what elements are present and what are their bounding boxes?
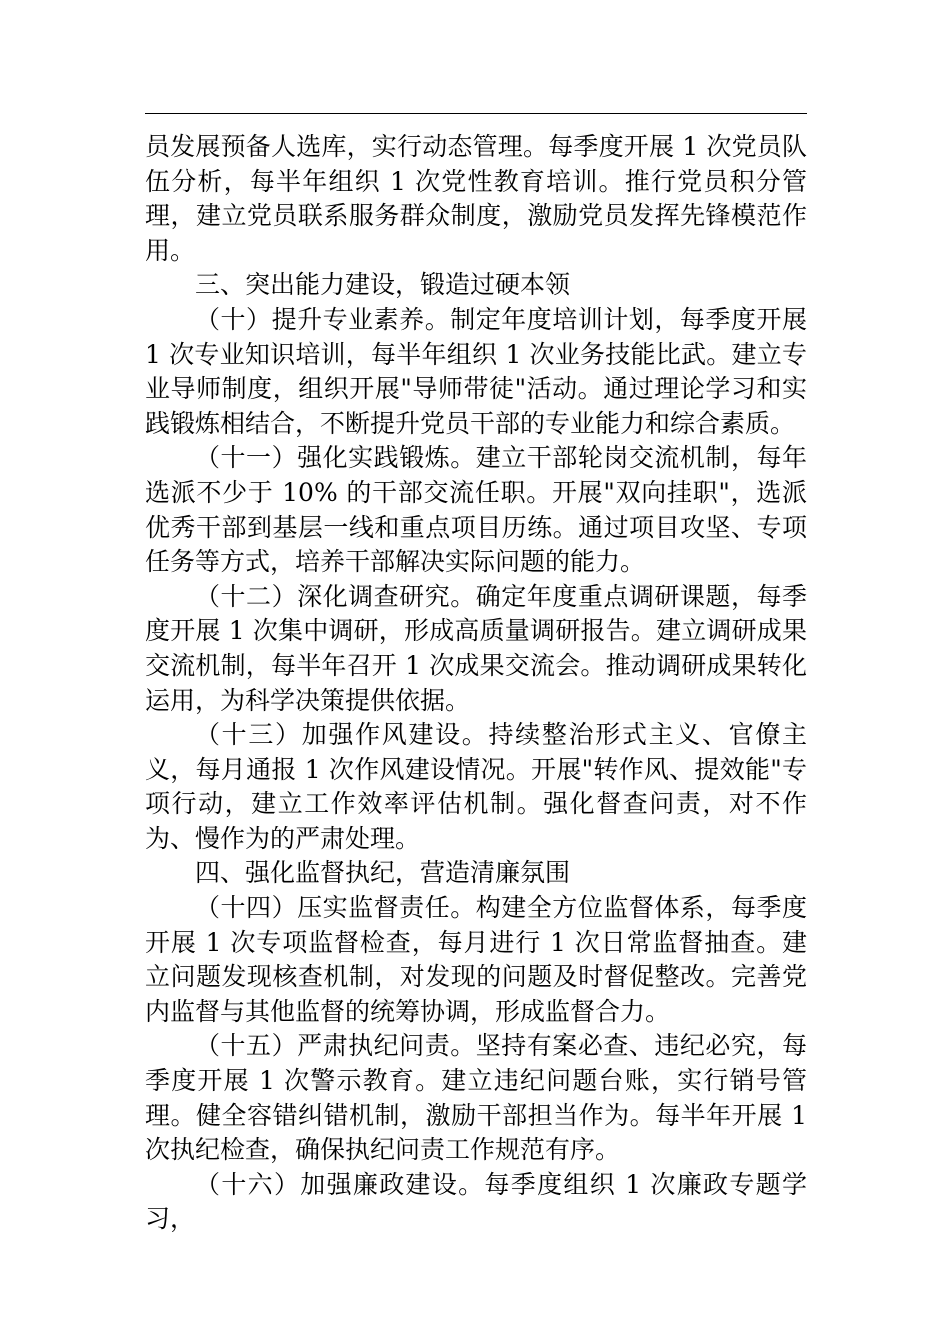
document-body (145, 130, 807, 1237)
paragraph-13: （十三）加强作风建设。持续整治形式主义、官僚主义，每月通报 1 次作风建设情况。开展"转作风、提效能"专项行动，建立工作效率评估机制。强化督查问责，对不作为、慢作为的严肃处理。 (145, 720, 807, 853)
paragraph-10: （十）提升专业素养。制定年度培训计划，每季度开展 1 次专业知识培训，每半年组织 1 次业务技能比武。建立专业导师制度，组织开展"导师带徒"活动。通过理论学习和实践锻炼相结合，不断提升党员干部的专业能力和综合素质。 (145, 304, 807, 438)
section-heading-3: 三、突出能力建设，锻造过硬本领 (195, 270, 571, 300)
paragraph-16: （十六）加强廉政建设。每季度组织 1 次廉政专题学习， (145, 1169, 807, 1234)
paragraph-12: （十二）深化调查研究。确定年度重点调研课题，每季度开展 1 次集中调研，形成高质量调研报告。建立调研成果交流机制，每半年召开 1 次成果交流会。推动调研成果转化运用，为科学决策提供依据。 (145, 581, 807, 715)
paragraph-11: （十一）强化实践锻炼。建立干部轮岗交流机制，每年选派不少于 10% 的干部交流任职。开展"双向挂职"，选派优秀干部到基层一线和重点项目历练。通过项目攻坚、专项任务等方式，培养干部解决实际问题的能力。 (145, 443, 807, 577)
section-heading-4: 四、强化监督执纪，营造清廉氛围 (195, 858, 571, 888)
paragraph-14: （十四）压实监督责任。构建全方位监督体系，每季度开展 1 次专项监督检查，每月进行 1 次日常监督抽查。建立问题发现核查机制，对发现的问题及时督促整改。完善党内监督与其他监督的统筹协调，形成监督合力。 (145, 893, 807, 1026)
paragraph-continuation: 员发展预备人选库，实行动态管理。每季度开展 1 次党员队伍分析，每半年组织 1 次党性教育培训。推行党员积分管理，建立党员联系服务群众制度，激励党员发挥先锋模范作用。 (145, 132, 807, 265)
header-rule (145, 113, 807, 114)
paragraph-15: （十五）严肃执纪问责。坚持有案必查、违纪必究，每季度开展 1 次警示教育。建立违纪问题台账，实行销号管理。健全容错纠错机制，激励干部担当作为。每半年开展 1 次执纪检查，确保执纪问责工作规范有序。 (145, 1031, 807, 1165)
